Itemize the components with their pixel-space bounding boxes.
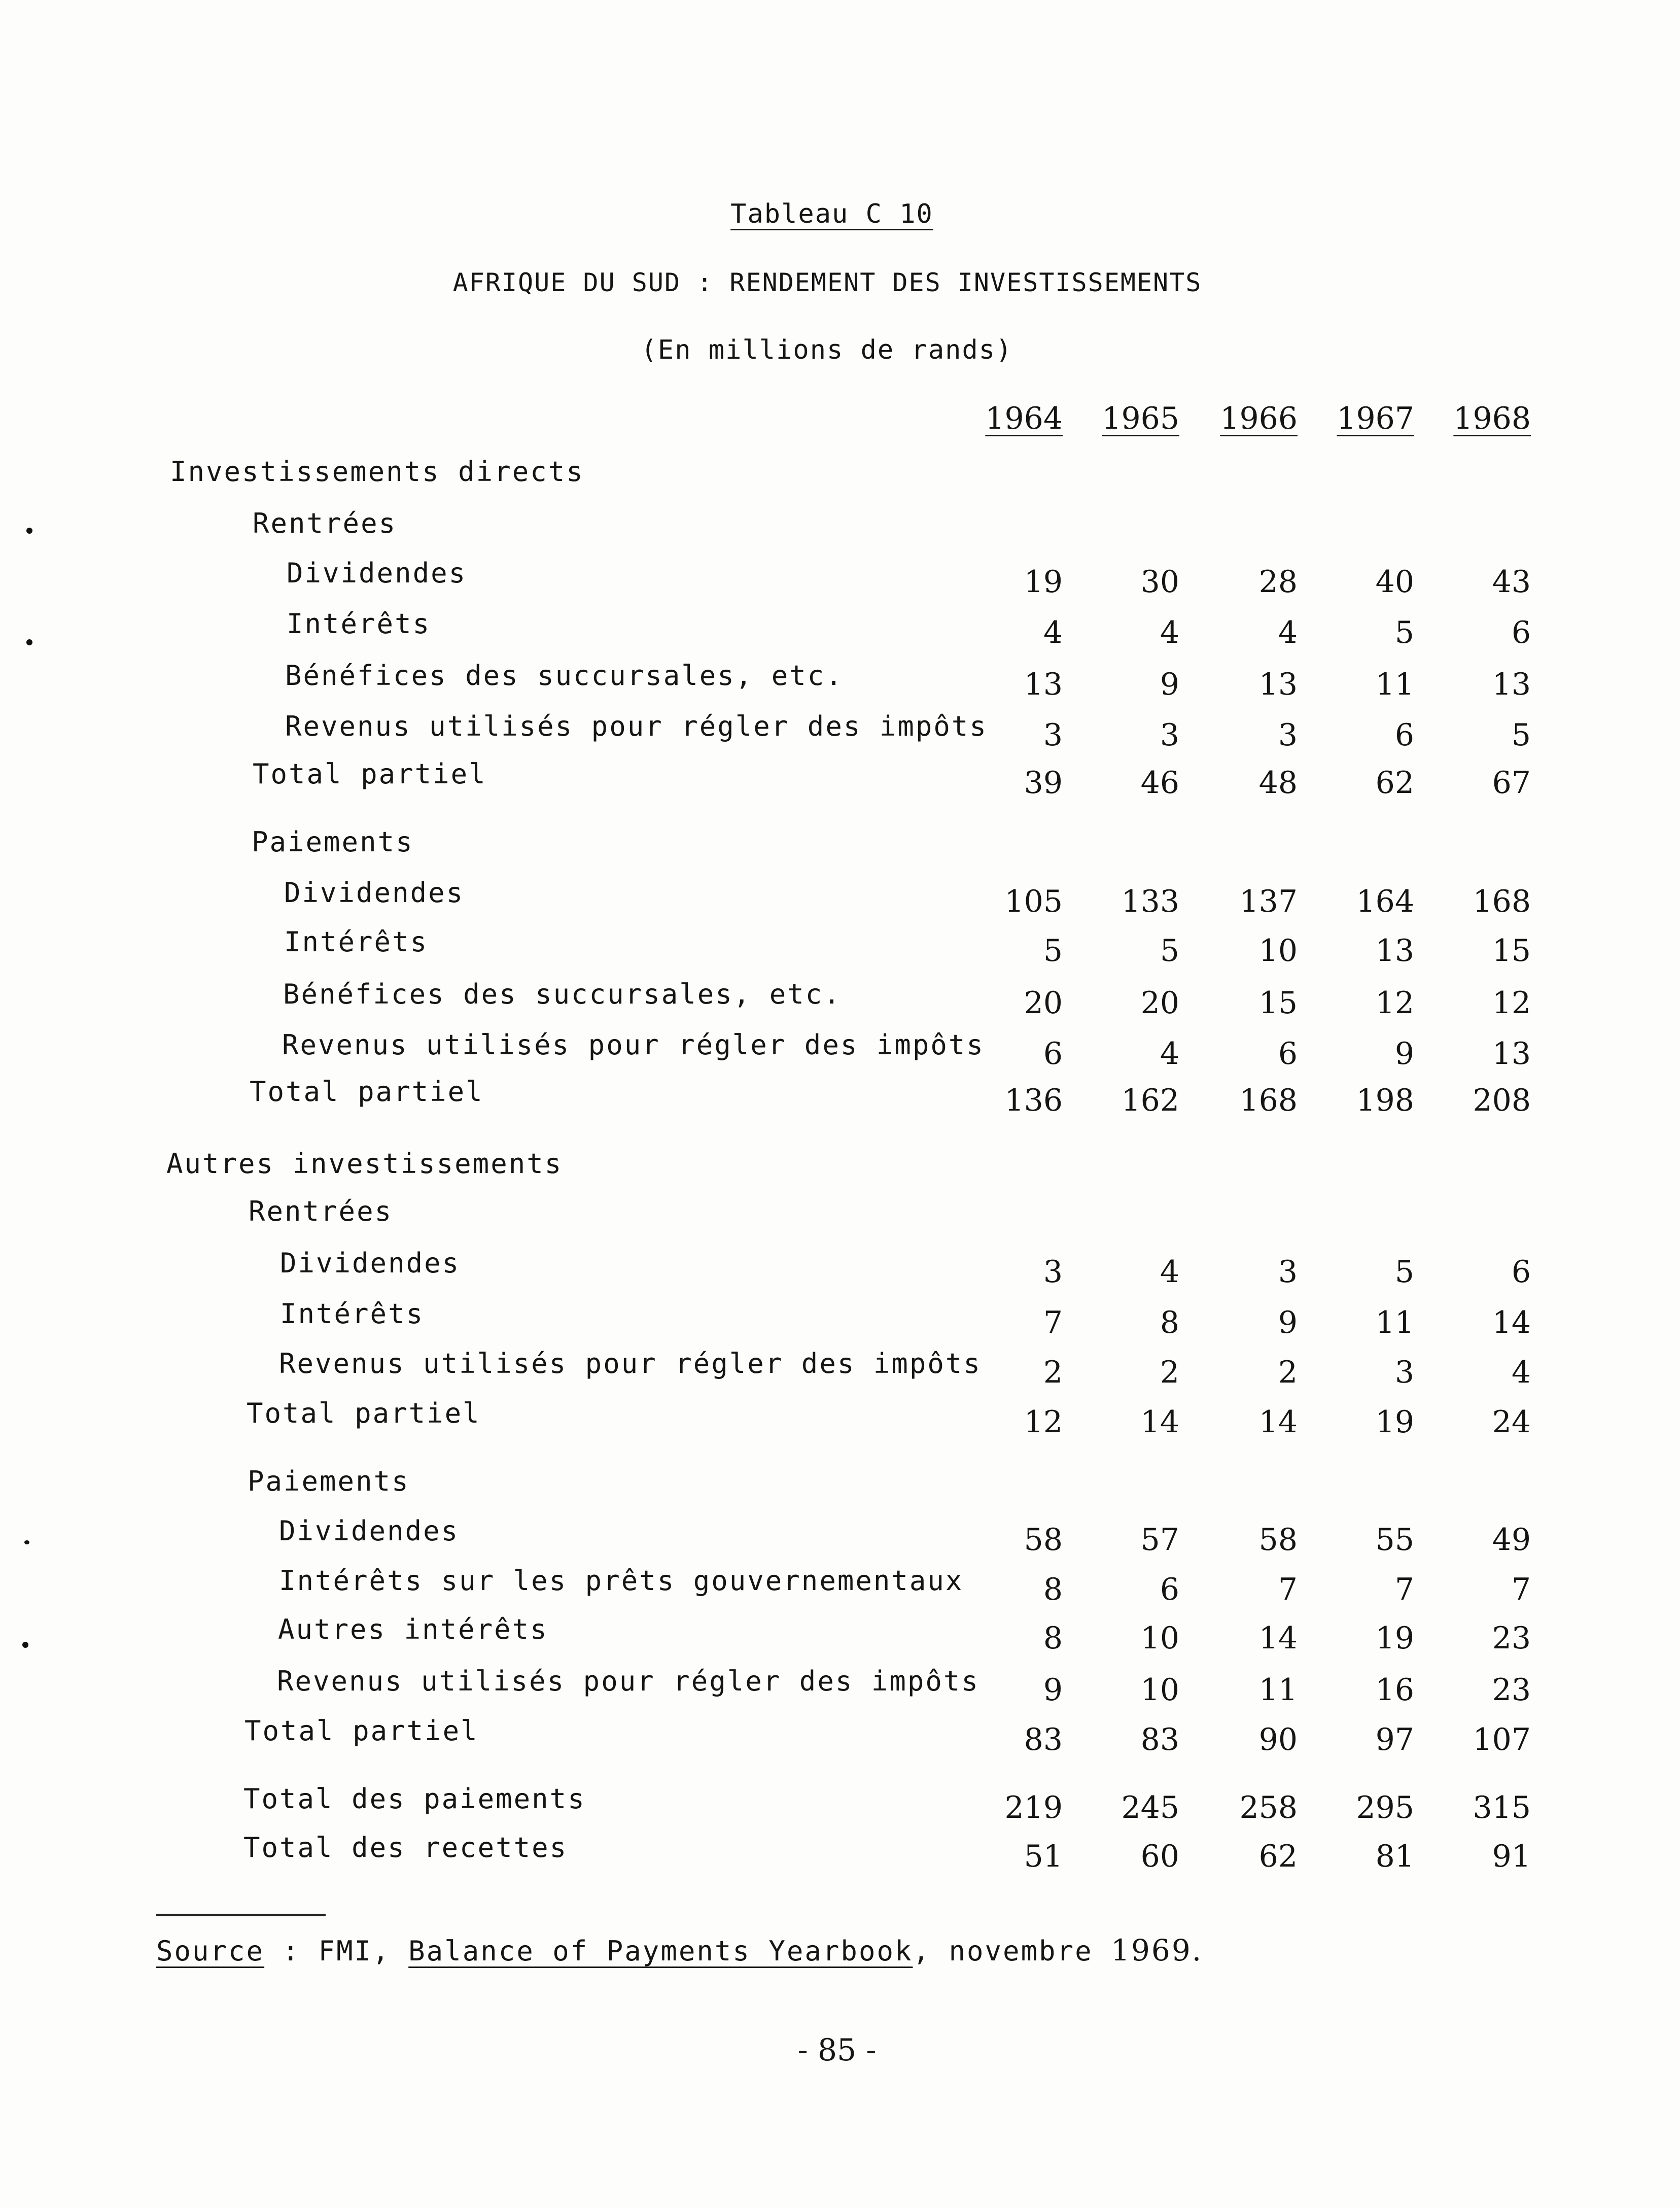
value-cell: 49	[1492, 1522, 1531, 1558]
row-label: Intérêts	[280, 1298, 425, 1330]
value-cell: 14	[1140, 1404, 1179, 1440]
value-cell: 4	[1160, 1036, 1179, 1072]
table-row	[0, 507, 1680, 548]
value-cell: 48	[1258, 765, 1298, 801]
footnote-rule	[156, 1914, 326, 1916]
value-cell: 10	[1258, 933, 1298, 969]
value-cell: 208	[1473, 1083, 1531, 1118]
table-row	[0, 608, 1680, 648]
source-date-text: , novembre	[913, 1935, 1111, 1967]
row-label: Intérêts	[287, 608, 431, 640]
table-row	[0, 1348, 1680, 1388]
row-label: Dividendes	[287, 557, 467, 589]
year-header: 1965	[1102, 401, 1179, 436]
value-cell: 6	[1394, 717, 1414, 753]
value-cell: 9	[1278, 1305, 1298, 1340]
value-cell: 11	[1375, 667, 1414, 702]
value-cell: 5	[1394, 1254, 1414, 1290]
row-label: Total des paiements	[243, 1783, 586, 1815]
table-row	[0, 1783, 1680, 1823]
table-row	[0, 456, 1680, 496]
row-label: Dividendes	[280, 1247, 461, 1279]
value-cell: 4	[1160, 1254, 1179, 1290]
table-row	[0, 978, 1680, 1019]
value-cell: 8	[1043, 1620, 1063, 1656]
value-cell: 162	[1121, 1083, 1179, 1118]
table-row	[0, 660, 1680, 700]
value-cell: 2	[1160, 1355, 1179, 1390]
table-row	[0, 877, 1680, 917]
value-cell: 6	[1278, 1036, 1298, 1072]
value-cell: 81	[1375, 1839, 1414, 1874]
value-cell: 60	[1140, 1839, 1179, 1874]
value-cell: 40	[1375, 564, 1414, 600]
value-cell: 13	[1258, 667, 1298, 702]
value-cell: 315	[1473, 1790, 1531, 1825]
value-cell: 105	[1004, 884, 1063, 919]
table-row	[0, 1029, 1680, 1070]
table-row	[0, 1195, 1680, 1236]
value-cell: 2	[1043, 1355, 1063, 1390]
row-label: Bénéfices des succursales, etc.	[283, 978, 842, 1010]
value-cell: 7	[1511, 1572, 1531, 1607]
value-cell: 13	[1492, 1036, 1531, 1072]
value-cell: 20	[1140, 985, 1179, 1021]
value-cell: 12	[1375, 985, 1414, 1021]
value-cell: 19	[1375, 1620, 1414, 1656]
value-cell: 8	[1043, 1572, 1063, 1607]
value-cell: 245	[1121, 1790, 1179, 1825]
table-row	[0, 557, 1680, 598]
value-cell: 16	[1375, 1672, 1414, 1708]
table-title: Tableau C 10	[730, 199, 933, 229]
value-cell: 24	[1492, 1404, 1531, 1440]
value-cell: 15	[1492, 933, 1531, 969]
value-cell: 5	[1043, 933, 1063, 969]
value-cell: 8	[1160, 1305, 1179, 1340]
table-row	[0, 826, 1680, 867]
year-header: 1966	[1220, 401, 1298, 436]
scan-speck	[26, 639, 32, 645]
value-cell: 7	[1394, 1572, 1414, 1607]
value-cell: 14	[1258, 1404, 1298, 1440]
value-cell: 133	[1121, 884, 1179, 919]
table-row	[0, 926, 1680, 967]
value-cell: 97	[1375, 1722, 1414, 1757]
table-row	[0, 1076, 1680, 1116]
value-cell: 12	[1492, 985, 1531, 1021]
value-cell: 51	[1024, 1839, 1063, 1874]
table-row	[0, 1465, 1680, 1506]
value-cell: 43	[1492, 564, 1531, 600]
table-row	[0, 1515, 1680, 1556]
source-note	[156, 1933, 1203, 1968]
value-cell: 55	[1375, 1522, 1414, 1558]
value-cell: 6	[1511, 1254, 1531, 1290]
value-cell: 9	[1043, 1672, 1063, 1708]
value-cell: 5	[1394, 615, 1414, 650]
row-label: Autres intérêts	[278, 1613, 548, 1645]
value-cell: 83	[1140, 1722, 1179, 1757]
value-cell: 137	[1239, 884, 1298, 919]
value-cell: 30	[1140, 564, 1179, 600]
row-label: Intérêts	[284, 926, 429, 958]
value-cell: 13	[1375, 933, 1414, 969]
value-cell: 5	[1511, 717, 1531, 753]
row-label: Paiements	[252, 826, 414, 858]
table-row	[0, 710, 1680, 751]
value-cell: 4	[1511, 1355, 1531, 1390]
value-cell: 58	[1258, 1522, 1298, 1558]
scan-speck	[24, 1540, 29, 1544]
value-cell: 164	[1356, 884, 1414, 919]
row-label: Dividendes	[279, 1515, 460, 1547]
value-cell: 14	[1258, 1620, 1298, 1656]
value-cell: 19	[1375, 1404, 1414, 1440]
value-cell: 3	[1278, 1254, 1298, 1290]
source-separator: : FMI,	[264, 1935, 409, 1967]
value-cell: 3	[1043, 717, 1063, 753]
row-label: Dividendes	[284, 877, 465, 909]
value-cell: 168	[1239, 1083, 1298, 1118]
value-cell: 11	[1375, 1305, 1414, 1340]
value-cell: 2	[1278, 1355, 1298, 1390]
value-cell: 4	[1278, 615, 1298, 650]
source-year: 1969.	[1111, 1933, 1203, 1968]
row-label: Bénéfices des succursales, etc.	[285, 660, 844, 692]
value-cell: 90	[1258, 1722, 1298, 1757]
value-cell: 13	[1024, 667, 1063, 702]
source-label: Source	[156, 1935, 265, 1967]
value-cell: 295	[1356, 1790, 1414, 1825]
value-cell: 10	[1140, 1672, 1179, 1708]
value-cell: 83	[1024, 1722, 1063, 1757]
value-cell: 6	[1160, 1572, 1179, 1607]
table-row	[0, 758, 1680, 799]
row-label: Revenus utilisés pour régler des impôts	[285, 710, 988, 742]
value-cell: 19	[1024, 564, 1063, 600]
row-label: Total des recettes	[243, 1832, 568, 1864]
year-header: 1967	[1337, 401, 1414, 436]
units-note: (En millions de rands)	[641, 335, 1013, 365]
row-label: Revenus utilisés pour régler des impôts	[282, 1029, 985, 1061]
value-cell: 3	[1043, 1254, 1063, 1290]
value-cell: 198	[1356, 1083, 1414, 1118]
table-row	[0, 1665, 1680, 1706]
value-cell: 9	[1160, 667, 1179, 702]
year-header: 1964	[985, 401, 1063, 436]
source-publication: Balance of Payments Yearbook	[408, 1935, 913, 1967]
table-row	[0, 1148, 1680, 1188]
value-cell: 39	[1024, 765, 1063, 801]
value-cell: 62	[1375, 765, 1414, 801]
value-cell: 6	[1043, 1036, 1063, 1072]
row-label: Investissements directs	[170, 456, 584, 488]
table-row	[0, 1247, 1680, 1288]
row-label: Total partiel	[247, 1397, 481, 1429]
table-row	[0, 1613, 1680, 1654]
value-cell: 168	[1473, 884, 1531, 919]
value-cell: 57	[1140, 1522, 1179, 1558]
table-row	[0, 1565, 1680, 1605]
value-cell: 67	[1492, 765, 1531, 801]
value-cell: 3	[1160, 717, 1179, 753]
value-cell: 5	[1160, 933, 1179, 969]
table-row	[0, 1715, 1680, 1755]
value-cell: 3	[1278, 717, 1298, 753]
year-header: 1968	[1453, 401, 1531, 436]
row-label: Total partiel	[250, 1076, 484, 1108]
value-cell: 14	[1492, 1305, 1531, 1340]
row-label: Total partiel	[244, 1715, 479, 1747]
value-cell: 58	[1024, 1522, 1063, 1558]
value-cell: 91	[1492, 1839, 1531, 1874]
row-label: Paiements	[248, 1465, 410, 1497]
value-cell: 15	[1258, 985, 1298, 1021]
value-cell: 20	[1024, 985, 1063, 1021]
value-cell: 23	[1492, 1620, 1531, 1656]
table-row	[0, 1298, 1680, 1338]
value-cell: 23	[1492, 1672, 1531, 1708]
value-cell: 46	[1140, 765, 1179, 801]
value-cell: 136	[1004, 1083, 1063, 1118]
scan-speck	[22, 1642, 28, 1648]
value-cell: 28	[1258, 564, 1298, 600]
value-cell: 62	[1258, 1839, 1298, 1874]
table-row	[0, 1832, 1680, 1872]
value-cell: 13	[1492, 667, 1531, 702]
value-cell: 3	[1394, 1355, 1414, 1390]
row-label: Autres investissements	[166, 1148, 563, 1180]
table-subtitle: AFRIQUE DU SUD : RENDEMENT DES INVESTISSEMENTS	[452, 268, 1202, 297]
table-row	[0, 1397, 1680, 1438]
row-label: Intérêts sur les prêts gouvernementaux	[279, 1565, 964, 1597]
value-cell: 258	[1239, 1790, 1298, 1825]
row-label: Rentrées	[249, 1195, 393, 1227]
row-label: Revenus utilisés pour régler des impôts	[279, 1348, 982, 1379]
value-cell: 219	[1004, 1790, 1063, 1825]
value-cell: 107	[1473, 1722, 1531, 1757]
value-cell: 11	[1258, 1672, 1298, 1708]
scan-speck	[26, 528, 32, 534]
row-label: Rentrées	[253, 507, 397, 539]
value-cell: 7	[1278, 1572, 1298, 1607]
value-cell: 7	[1043, 1305, 1063, 1340]
value-cell: 4	[1043, 615, 1063, 650]
value-cell: 4	[1160, 615, 1179, 650]
value-cell: 10	[1140, 1620, 1179, 1656]
row-label: Total partiel	[253, 758, 487, 790]
value-cell: 12	[1024, 1404, 1063, 1440]
value-cell: 6	[1511, 615, 1531, 650]
value-cell: 9	[1394, 1036, 1414, 1072]
page-number: - 85 -	[797, 2032, 877, 2068]
row-label: Revenus utilisés pour régler des impôts	[277, 1665, 979, 1697]
